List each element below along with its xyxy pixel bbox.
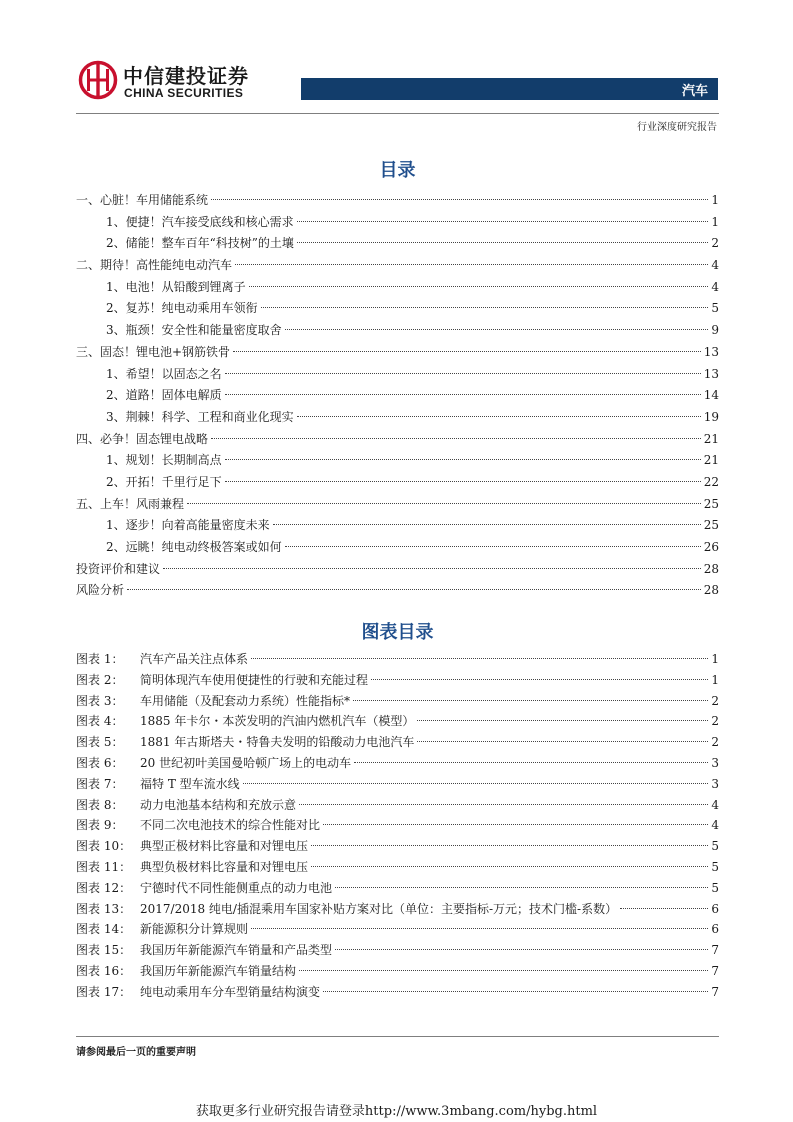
figure-entry-label: 图表 17： <box>76 984 132 999</box>
toc-entry-page: 26 <box>703 540 719 554</box>
header-bar <box>301 78 718 100</box>
figure-entry-page: 5 <box>711 839 719 854</box>
figure-entry-label: 图表 16： <box>76 963 132 978</box>
figure-entry-label: 图表 8： <box>76 797 124 812</box>
dot-leader <box>163 568 701 569</box>
figure-entry-label: 图表 10： <box>76 839 132 854</box>
toc-entry-page: 21 <box>703 453 719 468</box>
toc-entry-title: 五、上车！风雨兼程 <box>76 496 185 511</box>
dot-leader <box>335 949 708 950</box>
figure-entry-label: 图表 3： <box>76 693 124 708</box>
figure-entry-page: 4 <box>711 818 719 833</box>
dot-leader <box>335 887 708 888</box>
dot-leader <box>371 679 708 680</box>
figure-entry[interactable] <box>76 878 719 899</box>
figure-entry-title: 新能源积分计算规则 <box>140 922 249 937</box>
figure-entry-label: 图表 12： <box>76 880 132 895</box>
dot-leader <box>299 970 708 971</box>
toc-entry-page: 4 <box>711 279 719 294</box>
figure-entry-title: 福特 T 型车流水线 <box>140 776 240 791</box>
toc-entry[interactable] <box>76 190 719 212</box>
toc-entry-title: 投资评价和建议 <box>76 561 161 576</box>
figure-entry-label: 图表 15： <box>76 943 132 958</box>
toc-entry-title: 风险分析 <box>76 583 125 598</box>
toc-entry-page: 28 <box>703 583 719 598</box>
dot-leader <box>354 762 708 763</box>
dot-leader <box>225 459 701 460</box>
toc-entry[interactable] <box>76 472 719 494</box>
figure-entry[interactable] <box>76 691 719 712</box>
toc-entry[interactable] <box>76 450 719 472</box>
figure-entry-title: 2017/2018 纯电/插混乘用车国家补贴方案对比（单位：主要指标-万元；技术门槛-系数） <box>140 901 618 916</box>
figure-entry-title: 动力电池基本结构和充放示意 <box>140 797 297 812</box>
figure-entry-page: 7 <box>711 943 719 958</box>
figure-entry-page: 1 <box>711 652 719 666</box>
dot-leader <box>323 991 708 992</box>
dot-leader <box>251 658 708 659</box>
figure-entry[interactable] <box>76 982 719 1003</box>
toc-entry[interactable] <box>76 212 719 234</box>
toc-entry-page: 25 <box>703 518 719 533</box>
dot-leader <box>261 307 709 308</box>
header-divider <box>76 113 719 114</box>
toc-entry-title: 二、期待！高性能纯电动汽车 <box>76 258 233 273</box>
figure-entry-label: 图表 14： <box>76 922 132 937</box>
toc-entry[interactable] <box>76 320 719 342</box>
toc-entry-page: 21 <box>703 431 719 446</box>
dot-leader <box>211 438 701 439</box>
figure-entry-title: 车用储能（及配套动力系统）性能指标* <box>140 693 351 708</box>
figure-entry-page: 5 <box>711 880 719 895</box>
disclaimer-note: 请参阅最后一页的重要声明 <box>76 1047 196 1058</box>
promo-link[interactable]: 获取更多行业研究报告请登录http://www.3mbang.com/hybg.html <box>195 1104 598 1119</box>
toc-entry-page: 1 <box>711 193 719 207</box>
toc-entry[interactable] <box>76 515 719 537</box>
toc-entry[interactable] <box>76 385 719 407</box>
dot-leader <box>225 373 701 374</box>
figure-entry[interactable] <box>76 649 719 670</box>
toc-entry-title: 3、荆棘！科学、工程和商业化现实 <box>106 409 294 424</box>
dot-leader <box>297 221 709 222</box>
dot-leader <box>251 928 708 929</box>
figure-entry[interactable] <box>76 940 719 961</box>
toc-entry[interactable] <box>76 559 719 581</box>
figures-title: 图表目录 <box>361 622 434 643</box>
toc-entry-page: 1 <box>711 214 719 229</box>
toc-entry[interactable] <box>76 494 719 516</box>
toc-entry-title: 2、开拓！千里行足下 <box>106 474 222 489</box>
dot-leader <box>297 242 708 243</box>
figure-entry[interactable] <box>76 857 719 878</box>
figure-entry-page: 3 <box>711 755 719 770</box>
dot-leader <box>249 286 709 287</box>
figure-entry-page: 7 <box>711 963 719 978</box>
toc-entry[interactable] <box>76 255 719 277</box>
toc-entry-page: 5 <box>711 301 719 316</box>
figure-entry[interactable] <box>76 815 719 836</box>
figure-entry-page: 4 <box>711 797 719 812</box>
figure-entry[interactable] <box>76 774 719 795</box>
dot-leader <box>417 741 708 742</box>
dot-leader <box>417 720 708 721</box>
figure-entry[interactable] <box>76 732 719 753</box>
toc-entry-title: 1、便捷！汽车接受底线和核心需求 <box>106 214 294 229</box>
dot-leader <box>127 589 701 590</box>
toc-entry-page: 14 <box>703 388 719 403</box>
figure-entry[interactable] <box>76 753 719 774</box>
figure-entry-label: 图表 13： <box>76 901 132 916</box>
toc-title: 目录 <box>379 160 416 181</box>
figure-entry-label: 图表 4： <box>76 714 124 729</box>
figure-entry[interactable] <box>76 670 719 691</box>
figure-entry-page: 7 <box>711 984 719 999</box>
toc-entry-title: 2、远眺！纯电动终极答案或如何 <box>106 540 282 554</box>
figure-entry-page: 5 <box>711 859 719 874</box>
toc-entry-title: 2、储能！整车百年“科技树”的土壤 <box>106 236 294 251</box>
figure-entry-title: 1885 年卡尔・本茨发明的汽油内燃机汽车（模型） <box>140 714 415 729</box>
figure-entry-title: 20 世纪初叶美国曼哈顿广场上的电动车 <box>140 755 352 770</box>
dot-leader <box>311 866 708 867</box>
dot-leader <box>353 700 708 701</box>
figure-entry[interactable] <box>76 795 719 816</box>
toc-entry[interactable] <box>76 364 719 386</box>
dot-leader <box>243 783 709 784</box>
figure-entry-title: 典型负极材料比容量和对锂电压 <box>140 859 309 874</box>
figure-entry-label: 图表 5： <box>76 735 124 750</box>
dot-leader <box>225 481 701 482</box>
toc-entry[interactable] <box>76 407 719 429</box>
toc-entry-page: 4 <box>711 258 719 273</box>
figure-entry[interactable] <box>76 899 719 920</box>
figure-entry-label: 图表 2： <box>76 672 124 687</box>
figure-entry-label: 图表 6： <box>76 755 124 770</box>
toc-entry[interactable] <box>76 537 719 559</box>
toc-entry-title: 一、心脏！车用储能系统 <box>76 193 209 207</box>
toc-entry-page: 2 <box>711 236 719 251</box>
footer-divider <box>76 1036 719 1037</box>
dot-leader <box>235 264 708 265</box>
toc-entry-title: 四、必争！固态锂电战略 <box>76 431 209 446</box>
report-type: 行业深度研究报告 <box>637 122 717 133</box>
toc-entry-page: 13 <box>703 366 719 381</box>
dot-leader <box>323 824 708 825</box>
figure-entry-page: 6 <box>711 922 719 937</box>
dot-leader <box>285 329 709 330</box>
sector-label: 汽车 <box>681 84 708 99</box>
dot-leader <box>273 524 701 525</box>
figure-entry-title: 我国历年新能源汽车销量结构 <box>140 963 297 978</box>
dot-leader <box>311 845 708 846</box>
toc-entry-page: 25 <box>703 496 719 511</box>
figure-entry-label: 图表 11： <box>76 859 132 874</box>
figure-entry-page: 1 <box>711 672 719 687</box>
figure-entry-page: 6 <box>711 901 719 916</box>
brand-name-cn: 中信建投证券 <box>123 64 249 88</box>
figure-entry-page: 2 <box>711 693 719 708</box>
figure-entry-title: 简明体现汽车使用便捷性的行驶和充能过程 <box>140 672 369 687</box>
toc-entry-title: 2、道路！固体电解质 <box>106 388 222 403</box>
figure-entry[interactable] <box>76 919 719 940</box>
toc-entry-title: 1、电池！从铅酸到锂离子 <box>106 279 246 294</box>
dot-leader <box>299 804 708 805</box>
toc-entry-title: 1、希望！以固态之名 <box>106 366 222 381</box>
dot-leader <box>285 546 701 547</box>
dot-leader <box>233 351 701 352</box>
figure-entry-label: 图表 7： <box>76 776 124 791</box>
figure-entry-title: 汽车产品关注点体系 <box>140 652 249 666</box>
figure-entry-title: 宁德时代不同性能侧重点的动力电池 <box>140 880 333 895</box>
figure-entry-page: 3 <box>711 776 719 791</box>
toc-entry-page: 19 <box>703 409 719 424</box>
figure-entry-title: 纯电动乘用车分车型销量结构演变 <box>140 984 321 999</box>
figure-entry-title: 我国历年新能源汽车销量和产品类型 <box>140 943 333 958</box>
toc-entry-title: 3、瓶颈！安全性和能量密度取舍 <box>106 323 282 338</box>
figure-entry-page: 2 <box>711 735 719 750</box>
figure-entry-title: 1881 年古斯塔夫・特鲁夫发明的铅酸动力电池汽车 <box>140 735 415 750</box>
figure-entry-title: 典型正极材料比容量和对锂电压 <box>140 839 309 854</box>
toc-entry[interactable] <box>76 298 719 320</box>
toc-entry[interactable] <box>76 429 719 451</box>
dot-leader <box>297 416 701 417</box>
figure-entry-label: 图表 1： <box>76 652 124 666</box>
brand-name-en: CHINA SECURITIES <box>124 86 244 100</box>
toc-entry-page: 22 <box>703 474 719 489</box>
toc-entry[interactable] <box>76 233 719 255</box>
dot-leader <box>187 503 701 504</box>
toc-entry-page: 13 <box>703 344 719 359</box>
figure-entry-page: 2 <box>711 714 719 729</box>
toc-entry-title: 2、复苏！纯电动乘用车领衔 <box>106 301 258 316</box>
china-securities-logo-icon <box>78 60 118 100</box>
figure-entry-label: 图表 9： <box>76 818 124 833</box>
figure-entry[interactable] <box>76 711 719 732</box>
toc-entry[interactable] <box>76 342 719 364</box>
toc-entry-title: 1、规划！长期制高点 <box>106 453 222 468</box>
figure-entry[interactable] <box>76 961 719 982</box>
dot-leader <box>225 394 701 395</box>
toc-entry-page: 9 <box>711 323 719 338</box>
figures-list <box>76 649 719 1003</box>
toc-entry-title: 三、固态！锂电池+钢筋铁骨 <box>76 344 231 359</box>
toc-entry-title: 1、逐步！向着高能量密度未来 <box>106 518 270 533</box>
toc-entry[interactable] <box>76 580 719 602</box>
dot-leader <box>211 199 708 200</box>
toc-entry-page: 28 <box>703 561 719 576</box>
toc-entry[interactable] <box>76 277 719 299</box>
figure-entry[interactable] <box>76 836 719 857</box>
figure-entry-title: 不同二次电池技术的综合性能对比 <box>140 818 321 833</box>
toc-list <box>76 190 719 602</box>
dot-leader <box>620 908 708 909</box>
